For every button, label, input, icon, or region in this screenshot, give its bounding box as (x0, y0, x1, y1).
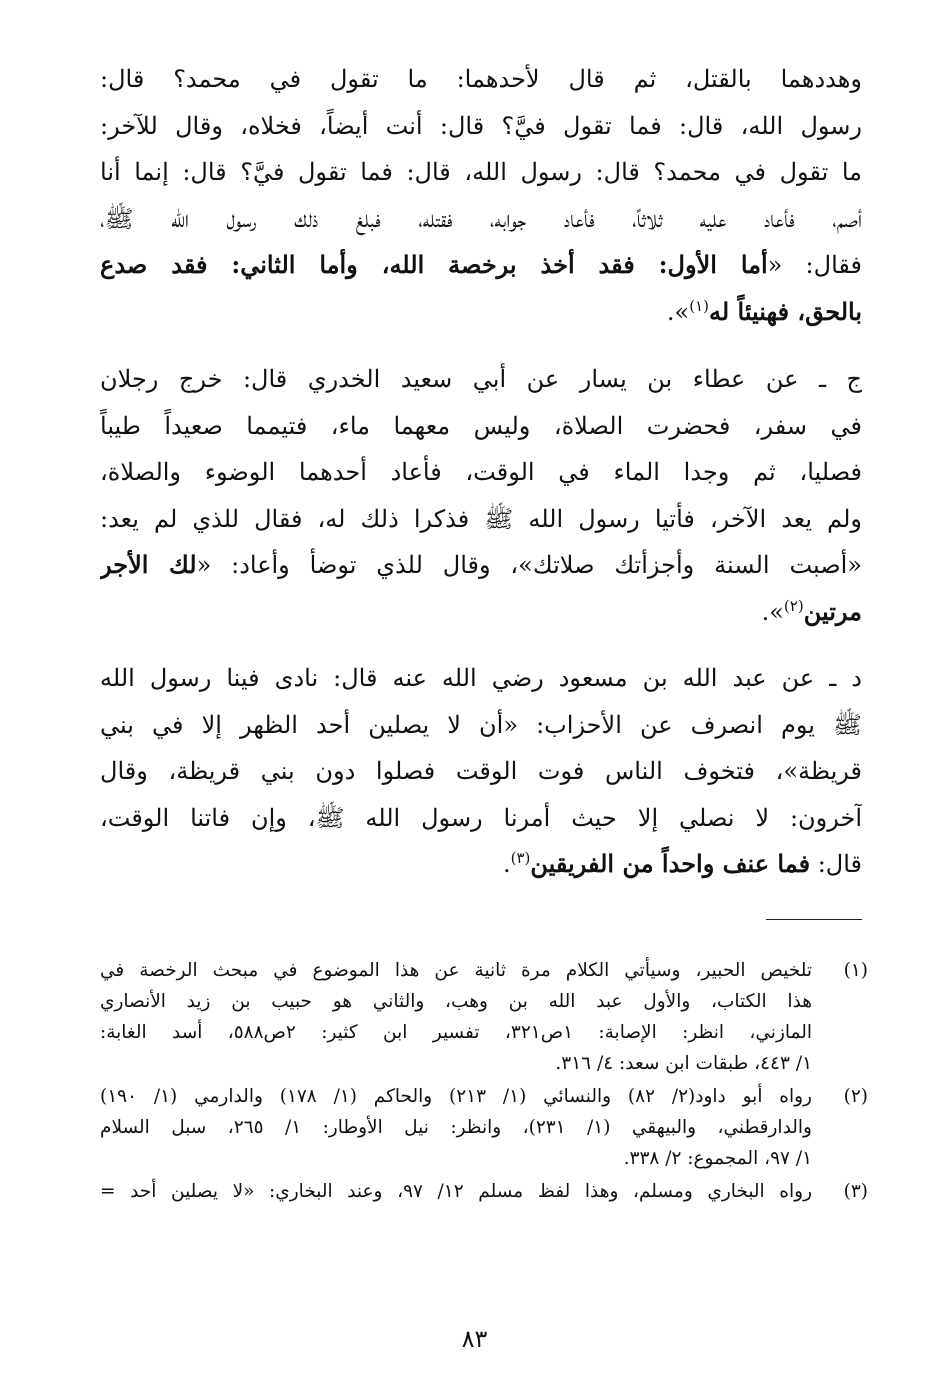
text-segment: فقال: « (767, 251, 862, 279)
text-line (100, 841, 862, 888)
footnote-line: والدارقطني، والبيهقي (١/ ٢٣١)، وانظر: نيل الأوطار: ١/ ٢٦٥، سبل السلام (100, 1117, 812, 1138)
hadith-quote-bold: مرتين (803, 596, 862, 626)
text-line: قريظة»، فتخوف الناس فوت الوقت فصلوا دون بني قريظة، وقال (100, 757, 862, 785)
footnote-line: تلخيص الحبير، وسيأتي الكلام مرة ثانية عن هذا الموضوع في مبحث الرخصة في (100, 960, 812, 981)
hadith-quote-bold: أما الأول: فقد أخذ برخصة الله، وأما الثاني: فقد صدع (100, 250, 768, 279)
text-line: آخرون: لا نصلي إلا حيث أمرنا رسول الله ﷺ، وإن فاتنا الوقت، (100, 803, 862, 832)
footnote-number: (١) (843, 960, 868, 981)
footnote-line: ١/ ٤٤٣، طبقات ابن سعد: ٤/ ٣١٦. (555, 1053, 812, 1074)
hadith-quote-bold: فما عنف واحداً من الفريقين (530, 849, 811, 878)
text-segment: قال: (810, 850, 862, 878)
footnote-line: رواه أبو داود(٢/ ٨٢) والنسائي (١/ ٢١٣) والحاكم (١/ ١٧٨) والدارمي (١/ ١٩٠) (100, 1086, 812, 1107)
text-segment: «أصبت السنة وأجزأتك صلاتك»، وقال للذي توضأ وأعاد: « (196, 551, 862, 579)
footnote-divider (766, 919, 862, 920)
footnote-line: رواه البخاري ومسلم، وهذا لفظ مسلم ١٢/ ٩٧، وعند البخاري: «لا يصلين أحد = (100, 1181, 812, 1202)
text-line: في سفر، فحضرت الصلاة، وليس معهما ماء، فتيمما صعيداً طيباً (100, 411, 862, 440)
footnote-2 (100, 1081, 868, 1174)
text-line: رسول الله، قال: فما تقول فيَّ؟ قال: أنت أيضاً، فخلاه، وقال للآخر: (100, 111, 862, 140)
text-segment: . (502, 850, 511, 878)
text-line: ما تقول في محمد؟ قال: رسول الله، قال: فما تقول فيَّ؟ قال: إنما أنا (100, 158, 862, 186)
footnote-ref: (٢) (783, 596, 804, 615)
text-line: فصليا، ثم وجدا الماء في الوقت، فأعاد أحدهما الوضوء والصلاة، (100, 458, 862, 486)
footnote-3 (100, 1176, 868, 1207)
text-line: ﷺ يوم انصرف عن الأحزاب: «أن لا يصلين أحد الظهر إلا في بني (100, 710, 862, 739)
paragraph-narration (100, 56, 862, 335)
text-line: وهددهما بالقتل، ثم قال لأحدهما: ما تقول في محمد؟ قال: (100, 65, 862, 93)
hadith-quote-bold: بالحق، فهنيئاً له (708, 296, 862, 326)
footnotes (100, 955, 868, 1209)
hadith-quote-bold: لك الأجر (100, 550, 197, 579)
text-line: د ـ عن عبد الله بن مسعود رضي الله عنه قال: نادى فينا رسول الله (100, 664, 862, 692)
footnote-ref: (٣) (510, 849, 531, 867)
footnote-number: (٢) (843, 1086, 868, 1107)
footnote-line: ١/ ٩٧، المجموع: ٢/ ٣٣٨. (623, 1148, 812, 1169)
text-segment: ». (761, 597, 784, 626)
text-line (100, 242, 862, 289)
text-line: ج ـ عن عطاء بن يسار عن أبي سعيد الخدري قال: خرج رجلان (100, 365, 862, 393)
paragraph-dal (100, 655, 862, 888)
text-line (100, 589, 862, 636)
footnote-number: (٣) (843, 1181, 868, 1202)
text-line (100, 542, 862, 589)
text-line: ولم يعد الآخر، فأتيا رسول الله ﷺ فذكرا ذلك له، فقال للذي لم يعد: (100, 504, 862, 533)
page-number: ٨٣ (461, 1325, 488, 1353)
text-line: أصم، فأعاد عليه ثلاثاً، فأعاد جوابه، فقتله، فبلغ ذلك رسول الله ﷺ، (100, 204, 862, 233)
footnote-1 (100, 955, 868, 1079)
paragraph-jim (100, 356, 862, 635)
text-segment: ». (666, 297, 690, 326)
footnote-ref: (١) (689, 296, 709, 315)
footnote-line: المازني، انظر: الإصابة: ١ص٣٢١، تفسير ابن كثير: ٢ص٥٨٨، أسد الغابة: (100, 1022, 812, 1043)
footnote-line: هذا الكتاب، والأول عبد الله بن وهب، والثاني هو حبيب بن زيد الأنصاري (100, 991, 812, 1012)
text-line (100, 289, 862, 336)
